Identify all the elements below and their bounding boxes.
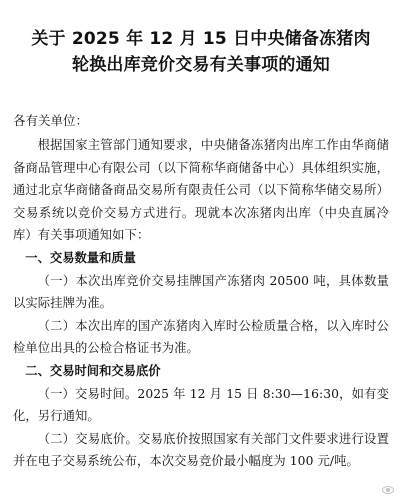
section1-item-2: （二）本次出库的国产冻猪肉入库时公检质量合格，以入库时公检单位出具的公检合格证书为准。 <box>13 318 389 356</box>
section-heading-quantity-quality: 一、交易数量和质量 <box>25 250 136 265</box>
section2-item-1: （一）交易时间。2025 年 12 月 15 日 8:30—16:30，如有变化，另行通知。 <box>13 386 389 424</box>
intro-paragraph: 根据国家主管部门通知要求，中央储备冻猪肉出库工作由华商储备商品管理中心有限公司（以下简称华商储备中心）具体组织实施，通过北京华商储备商品交易所有限责任公司（以下简称华储交易所）交易系统以竞价交易方式进行。现就本次冻猪肉出库（中央直属冷库）有关事项通知如下： <box>13 138 389 243</box>
document-title <box>13 26 389 78</box>
title-line-2: 轮换出库竞价交易有关事项的通知 <box>72 55 330 75</box>
salutation: 各有关单位： <box>13 113 89 128</box>
section-heading-time-price: 二、交易时间和交易底价 <box>25 363 161 378</box>
section2-item-2: （二）交易底价。交易底价按照国家有关部门文件要求进行设置并在电子交易系统公布，本次交易竞价最小幅度为 100 元/吨。 <box>13 431 389 469</box>
title-line-1: 关于 2025 年 12 月 15 日中央储备冻猪肉 <box>31 29 371 49</box>
eye-icon <box>382 486 394 494</box>
watermark <box>382 486 394 494</box>
section1-item-1: （一）本次出库竞价交易挂牌国产冻猪肉 20500 吨，具体数量以实际挂牌为准。 <box>13 273 389 311</box>
